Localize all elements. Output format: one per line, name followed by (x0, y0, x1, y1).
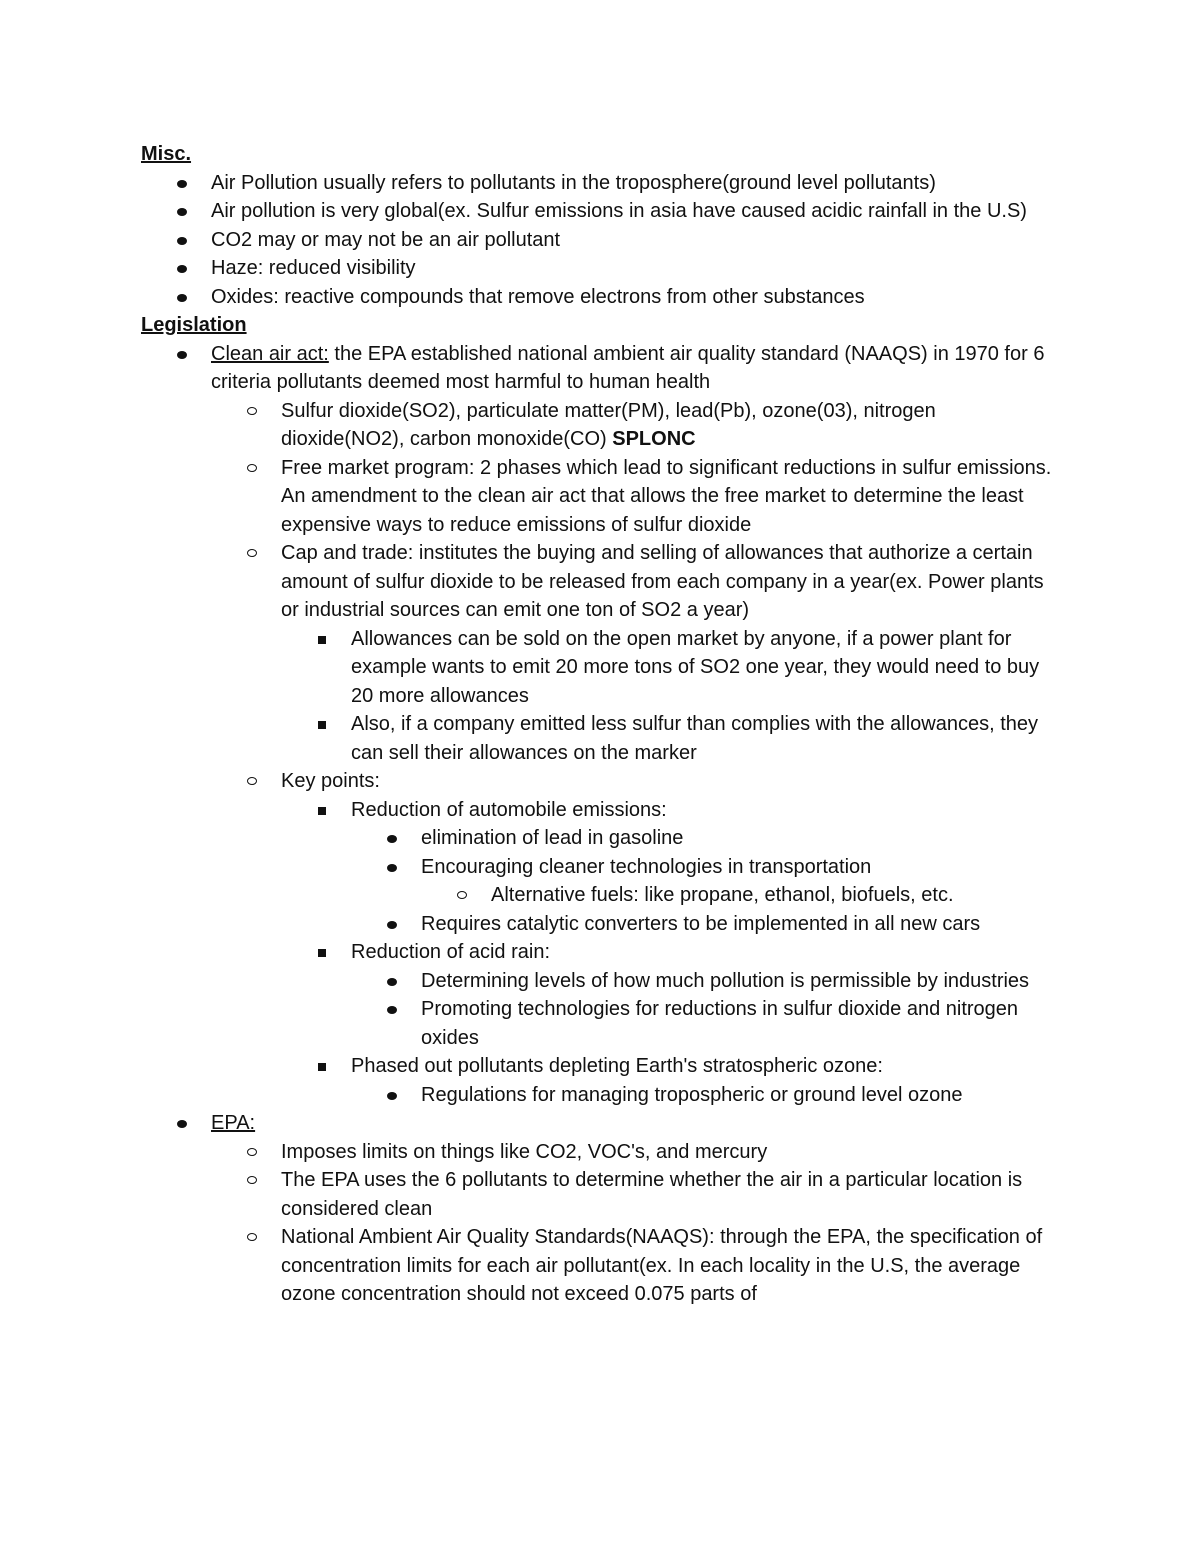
list-item: Imposes limits on things like CO2, VOC's, and mercury (211, 1138, 1061, 1167)
bullet-circle-icon (247, 1138, 261, 1166)
clean-air-act-item (141, 340, 1061, 1110)
bullet-square-icon (317, 1052, 331, 1080)
bullet-disc-icon (177, 340, 191, 368)
epa-sublist (211, 1138, 1061, 1309)
bullet-square-icon (317, 938, 331, 966)
list-item: Air pollution is very global(ex. Sulfur emissions in asia have caused acidic rainfall in the U.S) (141, 197, 1061, 226)
bullet-disc-icon (177, 1109, 191, 1137)
list-item: National Ambient Air Quality Standards(NAAQS): through the EPA, the specification of concentration limits for each air pollutant(ex. In each locality in the U.S, the average ozone concentration should not exceed 0.075 parts of (211, 1223, 1061, 1309)
bullet-disc-icon (177, 254, 191, 282)
bullet-disc-icon (177, 283, 191, 311)
list-item: CO2 may or may not be an air pollutant (141, 226, 1061, 255)
list-item: Determining levels of how much pollution is permissible by industries (351, 967, 1061, 996)
bullet-disc-icon (387, 995, 401, 1023)
misc-list (141, 169, 1061, 312)
bullet-disc-icon (177, 197, 191, 225)
bullet-disc-icon (177, 169, 191, 197)
bullet-disc-icon (387, 967, 401, 995)
bullet-circle-icon (247, 1223, 261, 1251)
bullet-disc-icon (387, 910, 401, 938)
list-item (211, 397, 1061, 454)
list-item: Regulations for managing tropospheric or ground level ozone (351, 1081, 1061, 1110)
bullet-square-icon (317, 796, 331, 824)
pollutants-mnemonic: SPLONC (612, 428, 696, 450)
ozone-sublist (351, 1081, 1061, 1110)
list-item: Reduction of acid rain: Determining levels of how much pollution is permissible by industries Promoting technologies for reductions in sulfur dioxide and nitrogen oxides (281, 938, 1061, 1052)
bullet-circle-icon (247, 1166, 261, 1194)
bullet-disc-icon (387, 853, 401, 881)
alt-fuels-sublist (421, 881, 1061, 910)
clean-air-act-sublist (211, 397, 1061, 1110)
list-item: Requires catalytic converters to be implemented in all new cars (351, 910, 1061, 939)
list-item: elimination of lead in gasoline (351, 824, 1061, 853)
misc-heading: Misc. (141, 143, 192, 165)
list-item: Allowances can be sold on the open market by anyone, if a power plant for example wants to emit 20 more tons of SO2 one year, they would need to buy 20 more allowances (281, 625, 1061, 711)
bullet-circle-icon (247, 454, 261, 482)
document-page (141, 140, 1061, 1309)
list-item: Key points: Reduction of automobile emissions: elimination of lead in gasoline Encouraging cleaner technologies in transportation Alternative fuels: like propane, ethanol, biofuels, etc. Requires catalytic converters to be implemented in all new cars Reduction of acid rain: Determining levels of how much pollution is permissible by industries Promoting technologies for reductions in sulfur dioxide and nitrogen oxides Phased out pollutants depleting Earth's stratospheric ozone: Regulations for managing tropospheric or ground level ozone (211, 767, 1061, 1109)
bullet-circle-icon (457, 881, 471, 909)
automobile-sublist (351, 824, 1061, 938)
list-item: Cap and trade: institutes the buying and selling of allowances that authorize a certain amount of sulfur dioxide to be released from each company in a year(ex. Power plants or industrial sources can emit one ton of SO2 a year) Allowances can be sold on the open market by anyone, if a power plant for example wants to emit 20 more tons of SO2 one year, they would need to buy 20 more allowances Also, if a company emitted less sulfur than complies with the allowances, they can sell their allowances on the marker (211, 539, 1061, 767)
bullet-disc-icon (387, 1081, 401, 1109)
pollutants-text: Sulfur dioxide(SO2), particulate matter(PM), lead(Pb), ozone(03), nitrogen dioxide(NO2), carbon monoxide(CO) (281, 399, 936, 450)
clean-air-act-text: the EPA established national ambient air quality standard (NAAQS) in 1970 for 6 criteria pollutants deemed most harmful to human health (211, 342, 1045, 393)
list-item: Alternative fuels: like propane, ethanol, biofuels, etc. (421, 881, 1061, 910)
list-item: Free market program: 2 phases which lead to significant reductions in sulfur emissions. An amendment to the clean air act that allows the free market to determine the least expensive ways to reduce emissions of sulfur dioxide (211, 454, 1061, 540)
list-item: Air Pollution usually refers to pollutants in the troposphere(ground level pollutants) (141, 169, 1061, 198)
legislation-list (141, 340, 1061, 1309)
list-item: The EPA uses the 6 pollutants to determine whether the air in a particular location is considered clean (211, 1166, 1061, 1223)
bullet-square-icon (317, 710, 331, 738)
epa-item (141, 1109, 1061, 1309)
acid-rain-sublist (351, 967, 1061, 1053)
key-points-sublist (281, 796, 1061, 1110)
list-item: Also, if a company emitted less sulfur than complies with the allowances, they can sell their allowances on the marker (281, 710, 1061, 767)
bullet-circle-icon (247, 767, 261, 795)
bullet-disc-icon (177, 226, 191, 254)
list-item: Haze: reduced visibility (141, 254, 1061, 283)
bullet-square-icon (317, 625, 331, 653)
list-item: Oxides: reactive compounds that remove electrons from other substances (141, 283, 1061, 312)
bullet-circle-icon (247, 397, 261, 425)
list-item: Phased out pollutants depleting Earth's stratospheric ozone: Regulations for managing tropospheric or ground level ozone (281, 1052, 1061, 1109)
bullet-circle-icon (247, 539, 261, 567)
epa-label: EPA: (211, 1112, 256, 1134)
clean-air-act-label: Clean air act: (211, 342, 329, 365)
list-item: Encouraging cleaner technologies in transportation Alternative fuels: like propane, ethanol, biofuels, etc. (351, 853, 1061, 910)
legislation-heading: Legislation (141, 314, 247, 336)
bullet-disc-icon (387, 824, 401, 852)
list-item: Reduction of automobile emissions: elimination of lead in gasoline Encouraging cleaner technologies in transportation Alternative fuels: like propane, ethanol, biofuels, etc. Requires catalytic converters to be implemented in all new cars (281, 796, 1061, 939)
cap-and-trade-sublist (281, 625, 1061, 768)
list-item: Promoting technologies for reductions in sulfur dioxide and nitrogen oxides (351, 995, 1061, 1052)
